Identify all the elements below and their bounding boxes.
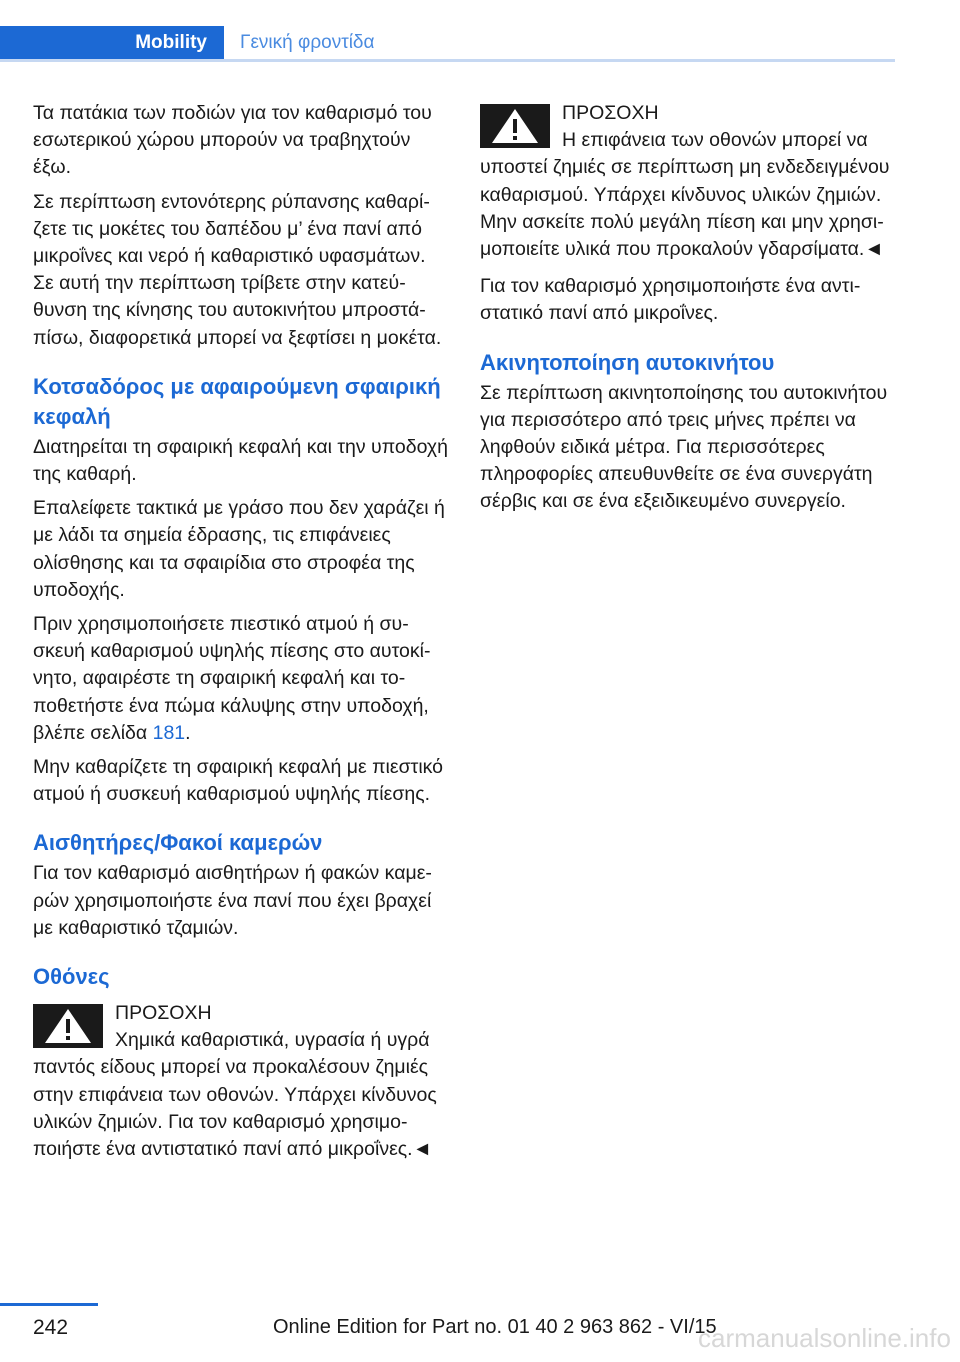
- paragraph-immobilization: Σε περίπτωση ακινητοποίησης του αυτοκινήτου για περισσότερο από τρεις μήνες πρέπει να ληφθούν ειδικά μέτρα. Για περισσότερες πληροφορίες απευθυνθείτε σε ένα συνεργάτη σέρβις και σε ένα εξειδικευμένο συνεργείο.: [480, 381, 888, 513]
- paragraph-carpet-cleaning: Σε περίπτωση εντονότερης ρύπανσης καθαρίζετε τις μοκέτες του δαπέδου μ’ ένα πανί από μικροΐνες και νερό ή καθαριστικό υφασμάτων. Σε αυτή την περίπτωση τρίβετε στην κατεύθυνση της κίνησης του αυτοκινήτου μπροστά-πίσω, διαφορετικά μπορεί να ξεφτίσει η μοκέτα.: [33, 190, 442, 349]
- watermark: carmanualsonline.info: [698, 1323, 951, 1353]
- right-column: [480, 100, 898, 523]
- heading-sensors: Αισθητήρες/Φακοί καμερών: [33, 830, 323, 856]
- page-header: [0, 0, 895, 62]
- warning-title: ΠΡΟΣΟΧΗ: [562, 102, 659, 124]
- warning-text: Η επιφάνεια των οθονών μπορεί να υποστεί ζημιές σε περίπτωση μη ενδεδειγμένου καθαρισμού. Υπάρχει κίνδυνος υλικών ζημιών. Μην ασκείτε πολύ μεγάλη πίεση και μην χρησιμοποιείτε υλικά που προκαλούν γδαρσίματα.◄: [480, 129, 890, 261]
- paragraph-towbar-warning: Μην καθαρίζετε τη σφαιρική κεφαλή με πιεστικό ατμού ή συσκευή καθαρισμού υψηλής πίεσης.: [33, 756, 444, 806]
- warning-triangle-icon: [33, 1004, 103, 1048]
- paragraph-floor-mats: Τα πατάκια των ποδιών για τον καθαρισμό του εσωτερικού χώρου μπορούν να τραβηχτούν έξω.: [33, 102, 432, 179]
- heading-towbar: Κοτσαδόρος με αφαιρούμενη σφαιρική κεφαλή: [33, 373, 441, 429]
- footer-divider: [0, 1303, 98, 1306]
- edition-text: Online Edition for Part no. 01 40 2 963 862 - VI/15: [273, 1316, 717, 1338]
- paragraph-end-punct: .: [185, 721, 191, 744]
- heading-immobilization: Ακινητοποίηση αυτοκινήτου: [480, 349, 775, 375]
- warning-box-screen-surface: [480, 100, 898, 263]
- paragraph-antistatic-cloth: Για τον καθαρισμό χρησιμοποιήστε ένα αντιστατικό πανί από μικροΐνες.: [480, 275, 861, 325]
- left-column: [33, 100, 451, 1173]
- warning-box-screens: [33, 1000, 451, 1163]
- header-divider: [0, 59, 895, 62]
- warning-text: Χημικά καθαριστικά, υγρασία ή υγρά παντός είδους μπορεί να προκαλέσουν ζημιές στην επιφάνεια των οθονών. Υπάρχει κίνδυνος υλικών ζημιών. Για τον καθαρισμό χρησιμοποιήστε ένα αντιστατικό πανί από μικροΐνες.◄: [33, 1029, 437, 1161]
- tab-general-care[interactable]: Γενική φροντίδα: [240, 32, 375, 53]
- heading-screens: Οθόνες: [33, 964, 110, 990]
- paragraph-towbar-grease: Επαλείφετε τακτικά με γράσο που δεν χαράζει ή με λάδι τα σημεία έδρασης, τις επιφάνειες ολίσθησης και τα σφαιρίδια στο στροφέα της υποδοχής.: [33, 497, 445, 601]
- page-number: 242: [33, 1316, 69, 1339]
- warning-triangle-icon: [480, 104, 550, 148]
- paragraph-towbar-remove-text: Πριν χρησιμοποιήσετε πιεστικό ατμού ή συσκευή καθαρισμού υψηλής πίεσης στο αυτοκίνητο, αφαιρέστε τη σφαιρική κεφαλή και τοποθετήστε ένα πώμα κάλυψης στην υποδοχή, βλέπε σελίδα: [33, 613, 431, 744]
- paragraph-sensors: Για τον καθαρισμό αισθητήρων ή φακών καμερών χρησιμοποιήστε ένα πανί που έχει βραχεί με καθαριστικό τζαμιών.: [33, 862, 432, 939]
- paragraph-towbar-remove: [33, 611, 451, 747]
- tab-mobility[interactable]: Mobility: [0, 26, 224, 60]
- warning-title: ΠΡΟΣΟΧΗ: [115, 1002, 212, 1025]
- paragraph-towbar-clean: Διατηρείται τη σφαιρική κεφαλή και την υποδοχή της καθαρή.: [33, 435, 449, 486]
- page-link-181[interactable]: 181: [152, 721, 186, 744]
